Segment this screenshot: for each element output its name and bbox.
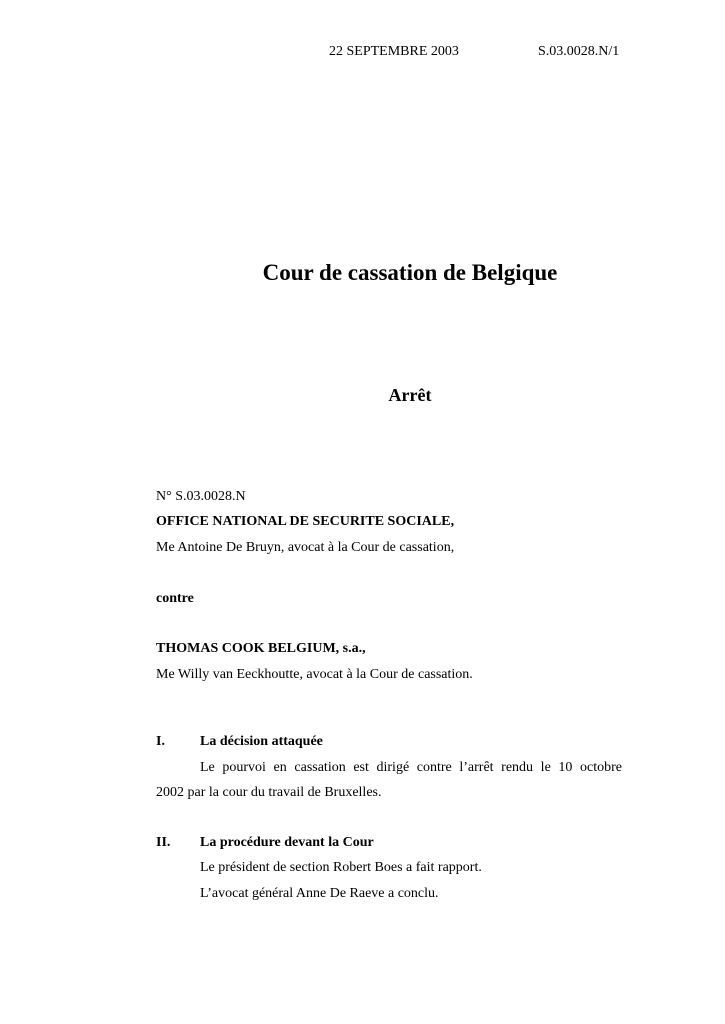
- section-text-line: Le président de section Robert Boes a fait rapport.: [200, 860, 482, 875]
- applicant-name: OFFICE NATIONAL DE SECURITE SOCIALE,: [156, 514, 455, 529]
- applicant-counsel: Me Antoine De Bruyn, avocat à la Cour de cassation,: [156, 540, 455, 555]
- header-date: 22 SEPTEMBRE 2003: [329, 44, 459, 59]
- header-reference: S.03.0028.N/1: [538, 44, 620, 59]
- section-text-line: L’avocat général Anne De Raeve a conclu.: [200, 886, 439, 901]
- section-text-line: 2002 par la cour du travail de Bruxelles.: [156, 785, 382, 800]
- court-title: Cour de cassation de Belgique: [262, 260, 558, 285]
- judgment-title: Arrêt: [388, 385, 432, 405]
- case-number: N° S.03.0028.N: [156, 489, 246, 504]
- section-title: La procédure devant la Cour: [200, 835, 374, 850]
- section-title: La décision attaquée: [200, 734, 323, 749]
- respondent-name: THOMAS COOK BELGIUM, s.a.,: [156, 641, 366, 656]
- section-text-line: Le pourvoi en cassation est dirigé contre l’arrêt rendu le 10 octobre: [200, 760, 622, 775]
- respondent-counsel: Me Willy van Eeckhoutte, avocat à la Cour de cassation.: [156, 667, 473, 682]
- section-number: II.: [156, 835, 171, 850]
- section-number: I.: [156, 734, 165, 749]
- versus-label: contre: [156, 591, 194, 606]
